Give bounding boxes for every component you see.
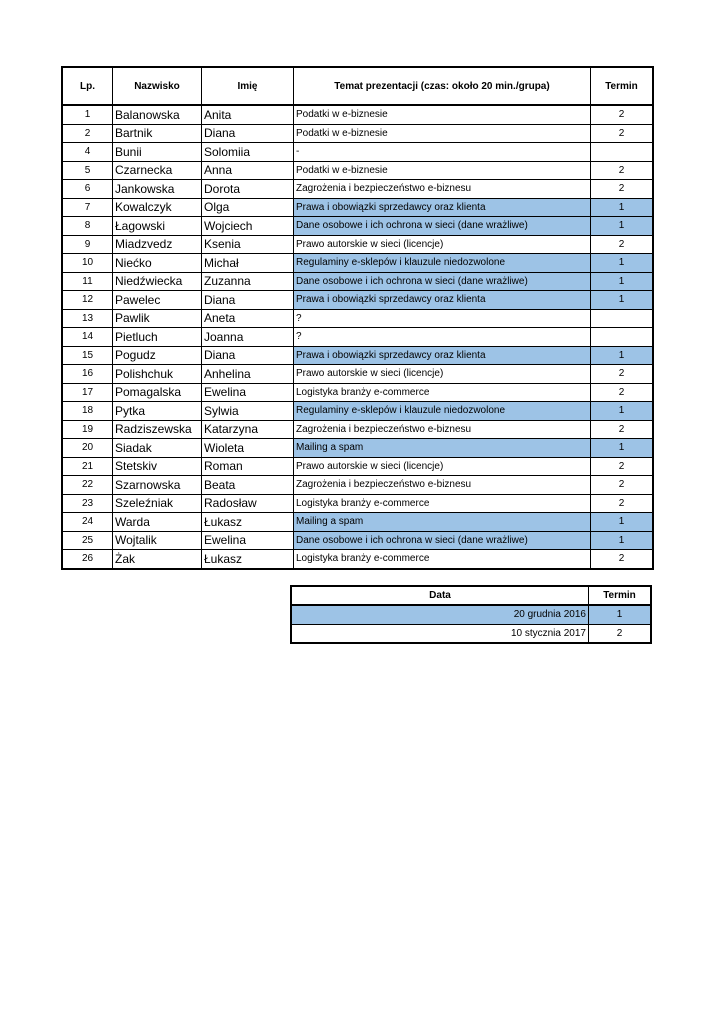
cell-nazwisko: Szeleźniak xyxy=(113,494,202,513)
cell-lp: 16 xyxy=(62,365,113,384)
cell-nazwisko: Polishchuk xyxy=(113,365,202,384)
cell-temat: ? xyxy=(294,309,591,328)
table-row xyxy=(62,531,653,550)
table-row xyxy=(62,198,653,217)
cell-nazwisko: Łagowski xyxy=(113,217,202,236)
cell-lp: 5 xyxy=(62,161,113,180)
cell-lp: 11 xyxy=(62,272,113,291)
date-header-row xyxy=(291,586,651,605)
table-row xyxy=(62,254,653,273)
table-row xyxy=(62,217,653,236)
cell-date: 20 grudnia 2016 xyxy=(291,605,589,624)
cell-nazwisko: Miadzvedz xyxy=(113,235,202,254)
cell-lp: 17 xyxy=(62,383,113,402)
table-row xyxy=(62,328,653,347)
cell-lp: 12 xyxy=(62,291,113,310)
cell-nazwisko: Szarnowska xyxy=(113,476,202,495)
cell-termin: 1 xyxy=(591,272,654,291)
header-imie: Imię xyxy=(202,67,294,105)
date-body xyxy=(291,605,651,643)
table-row xyxy=(62,105,653,124)
table-row xyxy=(62,180,653,199)
cell-imie: Wojciech xyxy=(202,217,294,236)
cell-nazwisko: Pawelec xyxy=(113,291,202,310)
table-row xyxy=(62,457,653,476)
date-row xyxy=(291,605,651,624)
cell-nazwisko: Niećko xyxy=(113,254,202,273)
table-row xyxy=(62,235,653,254)
cell-imie: Katarzyna xyxy=(202,420,294,439)
cell-lp: 6 xyxy=(62,180,113,199)
cell-date: 10 stycznia 2017 xyxy=(291,624,589,643)
cell-termin: 1 xyxy=(591,531,654,550)
cell-nazwisko: Stetskiv xyxy=(113,457,202,476)
cell-lp: 23 xyxy=(62,494,113,513)
header-data: Data xyxy=(291,586,589,605)
cell-imie: Roman xyxy=(202,457,294,476)
cell-temat: Mailing a spam xyxy=(294,439,591,458)
table-row xyxy=(62,550,653,569)
cell-lp: 9 xyxy=(62,235,113,254)
cell-nazwisko: Pomagalska xyxy=(113,383,202,402)
cell-nazwisko: Wojtalik xyxy=(113,531,202,550)
cell-termin: 1 xyxy=(591,346,654,365)
table-row xyxy=(62,365,653,384)
cell-lp: 24 xyxy=(62,513,113,532)
cell-imie: Diana xyxy=(202,346,294,365)
cell-imie: Anna xyxy=(202,161,294,180)
cell-imie: Dorota xyxy=(202,180,294,199)
cell-temat: Regulaminy e-sklepów i klauzule niedozwolone xyxy=(294,402,591,421)
cell-termin: 2 xyxy=(591,235,654,254)
cell-temat: Prawa i obowiązki sprzedawcy oraz klienta xyxy=(294,346,591,365)
cell-date-termin: 2 xyxy=(589,624,652,643)
cell-imie: Diana xyxy=(202,124,294,143)
cell-lp: 19 xyxy=(62,420,113,439)
cell-termin: 2 xyxy=(591,365,654,384)
cell-lp: 14 xyxy=(62,328,113,347)
cell-temat: Zagrożenia i bezpieczeństwo e-biznesu xyxy=(294,420,591,439)
header-nazwisko: Nazwisko xyxy=(113,67,202,105)
table-row xyxy=(62,513,653,532)
cell-nazwisko: Balanowska xyxy=(113,105,202,124)
cell-nazwisko: Pogudz xyxy=(113,346,202,365)
cell-temat: Podatki w e-biznesie xyxy=(294,105,591,124)
cell-nazwisko: Bunii xyxy=(113,143,202,162)
cell-temat: - xyxy=(294,143,591,162)
cell-temat: Zagrożenia i bezpieczeństwo e-biznesu xyxy=(294,180,591,199)
table-row xyxy=(62,272,653,291)
cell-termin: 2 xyxy=(591,494,654,513)
cell-nazwisko: Żak xyxy=(113,550,202,569)
cell-temat: Logistyka branży e-commerce xyxy=(294,550,591,569)
table-row xyxy=(62,494,653,513)
cell-temat: Prawo autorskie w sieci (licencje) xyxy=(294,365,591,384)
cell-termin: 2 xyxy=(591,476,654,495)
cell-termin xyxy=(591,143,654,162)
cell-lp: 13 xyxy=(62,309,113,328)
cell-lp: 15 xyxy=(62,346,113,365)
cell-lp: 21 xyxy=(62,457,113,476)
cell-termin: 1 xyxy=(591,254,654,273)
table-row xyxy=(62,402,653,421)
cell-imie: Radosław xyxy=(202,494,294,513)
cell-nazwisko: Bartnik xyxy=(113,124,202,143)
cell-lp: 4 xyxy=(62,143,113,162)
schedule-body xyxy=(62,105,653,569)
cell-imie: Diana xyxy=(202,291,294,310)
cell-temat: Zagrożenia i bezpieczeństwo e-biznesu xyxy=(294,476,591,495)
cell-nazwisko: Warda xyxy=(113,513,202,532)
cell-imie: Michał xyxy=(202,254,294,273)
cell-imie: Anita xyxy=(202,105,294,124)
cell-termin: 2 xyxy=(591,161,654,180)
cell-termin: 1 xyxy=(591,513,654,532)
cell-nazwisko: Siadak xyxy=(113,439,202,458)
cell-termin xyxy=(591,328,654,347)
cell-nazwisko: Jankowska xyxy=(113,180,202,199)
cell-temat: ? xyxy=(294,328,591,347)
cell-temat: Prawo autorskie w sieci (licencje) xyxy=(294,235,591,254)
cell-termin: 2 xyxy=(591,420,654,439)
cell-nazwisko: Radziszewska xyxy=(113,420,202,439)
date-legend-table xyxy=(290,585,652,644)
cell-lp: 8 xyxy=(62,217,113,236)
header-termin: Termin xyxy=(591,67,654,105)
cell-imie: Łukasz xyxy=(202,513,294,532)
cell-temat: Mailing a spam xyxy=(294,513,591,532)
cell-temat: Podatki w e-biznesie xyxy=(294,124,591,143)
cell-nazwisko: Pawlik xyxy=(113,309,202,328)
cell-temat: Prawa i obowiązki sprzedawcy oraz klienta xyxy=(294,291,591,310)
cell-imie: Ksenia xyxy=(202,235,294,254)
cell-termin: 1 xyxy=(591,198,654,217)
cell-imie: Beata xyxy=(202,476,294,495)
table-row xyxy=(62,439,653,458)
cell-temat: Logistyka branży e-commerce xyxy=(294,494,591,513)
cell-temat: Logistyka branży e-commerce xyxy=(294,383,591,402)
cell-nazwisko: Czarnecka xyxy=(113,161,202,180)
cell-termin: 2 xyxy=(591,124,654,143)
table-row xyxy=(62,143,653,162)
table-row xyxy=(62,476,653,495)
table-row xyxy=(62,383,653,402)
table-row xyxy=(62,291,653,310)
table-row xyxy=(62,346,653,365)
cell-temat: Prawo autorskie w sieci (licencje) xyxy=(294,457,591,476)
cell-lp: 1 xyxy=(62,105,113,124)
cell-imie: Solomiia xyxy=(202,143,294,162)
cell-termin: 2 xyxy=(591,105,654,124)
cell-date-termin: 1 xyxy=(589,605,652,624)
cell-nazwisko: Kowalczyk xyxy=(113,198,202,217)
cell-temat: Dane osobowe i ich ochrona w sieci (dane wrażliwe) xyxy=(294,217,591,236)
table-row xyxy=(62,309,653,328)
cell-temat: Dane osobowe i ich ochrona w sieci (dane wrażliwe) xyxy=(294,272,591,291)
cell-termin: 1 xyxy=(591,291,654,310)
cell-nazwisko: Pietluch xyxy=(113,328,202,347)
cell-nazwisko: Pytka xyxy=(113,402,202,421)
table-row xyxy=(62,420,653,439)
cell-termin: 2 xyxy=(591,550,654,569)
cell-termin: 1 xyxy=(591,439,654,458)
cell-termin: 1 xyxy=(591,217,654,236)
cell-imie: Sylwia xyxy=(202,402,294,421)
presentation-schedule-table xyxy=(61,66,654,570)
cell-imie: Anhelina xyxy=(202,365,294,384)
cell-termin: 2 xyxy=(591,383,654,402)
date-row xyxy=(291,624,651,643)
table-row xyxy=(62,124,653,143)
cell-imie: Wioleta xyxy=(202,439,294,458)
header-lp: Lp. xyxy=(62,67,113,105)
cell-imie: Aneta xyxy=(202,309,294,328)
table-row xyxy=(62,161,653,180)
cell-termin: 1 xyxy=(591,402,654,421)
cell-imie: Joanna xyxy=(202,328,294,347)
header-row xyxy=(62,67,653,105)
cell-temat: Prawa i obowiązki sprzedawcy oraz klienta xyxy=(294,198,591,217)
cell-lp: 22 xyxy=(62,476,113,495)
cell-imie: Ewelina xyxy=(202,531,294,550)
cell-nazwisko: Niedźwiecka xyxy=(113,272,202,291)
cell-imie: Łukasz xyxy=(202,550,294,569)
cell-lp: 20 xyxy=(62,439,113,458)
header-date-termin: Termin xyxy=(589,586,652,605)
cell-termin xyxy=(591,309,654,328)
cell-imie: Ewelina xyxy=(202,383,294,402)
cell-temat: Dane osobowe i ich ochrona w sieci (dane wrażliwe) xyxy=(294,531,591,550)
cell-lp: 2 xyxy=(62,124,113,143)
cell-termin: 2 xyxy=(591,457,654,476)
cell-lp: 7 xyxy=(62,198,113,217)
cell-lp: 25 xyxy=(62,531,113,550)
cell-temat: Regulaminy e-sklepów i klauzule niedozwolone xyxy=(294,254,591,273)
cell-termin: 2 xyxy=(591,180,654,199)
cell-imie: Olga xyxy=(202,198,294,217)
cell-imie: Zuzanna xyxy=(202,272,294,291)
cell-lp: 26 xyxy=(62,550,113,569)
cell-temat: Podatki w e-biznesie xyxy=(294,161,591,180)
cell-lp: 10 xyxy=(62,254,113,273)
cell-lp: 18 xyxy=(62,402,113,421)
header-temat: Temat prezentacji (czas: około 20 min./grupa) xyxy=(294,67,591,105)
